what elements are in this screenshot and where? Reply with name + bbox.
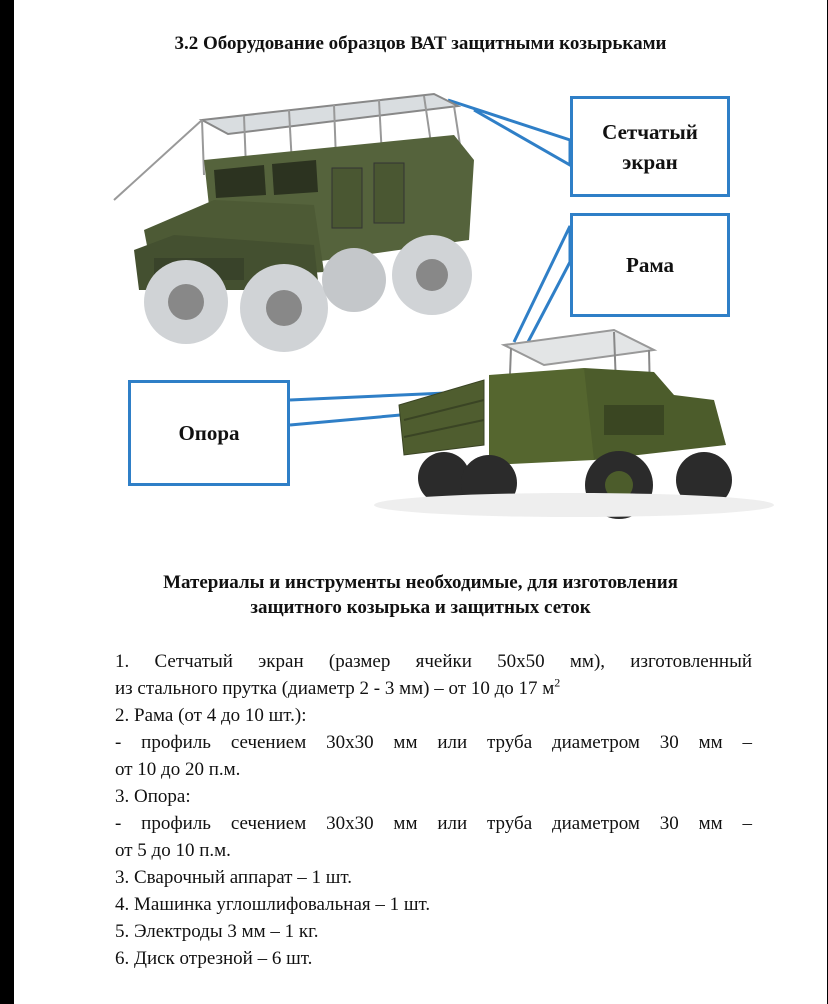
cargo-truck-illustration [374,330,774,519]
list-item-4: 3. Сварочный аппарат – 1 шт. [115,867,352,888]
materials-list [115,648,752,972]
list-item-5: 4. Машинка углошлифовальная – 1 шт. [115,894,431,915]
list-item-7: 6. Диск отрезной – 6 шт. [115,948,313,969]
list-item-1-line-1: 1. Сетчатый экран (размер ячейки 50х50 мм), изготовленный [115,651,752,672]
materials-heading [14,570,827,620]
armored-vehicle-illustration [114,94,474,352]
section-heading: 3.2 Оборудование образцов ВАТ защитными козырьками [174,33,667,54]
square-superscript: 2 [554,675,561,690]
materials-heading-line-2: защитного козырька и защитных сеток [250,597,591,618]
callout-frame: Рама [570,213,730,317]
list-item-2-detail-line-2: от 10 до 20 п.м. [115,759,241,780]
list-item-2-detail-line-1: - профиль сечением 30х30 мм или труба диаметром 30 мм – [115,732,752,753]
document-page [14,0,827,1004]
list-item-3: 3. Опора: [115,786,191,807]
materials-heading-line-1: Материалы и инструменты необходимые, для изготовления [163,572,678,593]
list-item-3-detail-line-2: от 5 до 10 п.м. [115,840,231,861]
list-item-3-detail-line-1: - профиль сечением 30х30 мм или труба диаметром 30 мм – [115,813,752,834]
callout-support: Опора [128,380,290,486]
list-item-2: 2. Рама (от 4 до 10 шт.): [115,705,307,726]
list-item-1-line-2 [115,675,752,702]
list-item-6: 5. Электроды 3 мм – 1 кг. [115,921,319,942]
callout-mesh-screen: Сетчатый экран [570,96,730,197]
list-item-1-text: из стального прутка (диаметр 2 - 3 мм) – от 10 до 17 м [115,678,555,699]
